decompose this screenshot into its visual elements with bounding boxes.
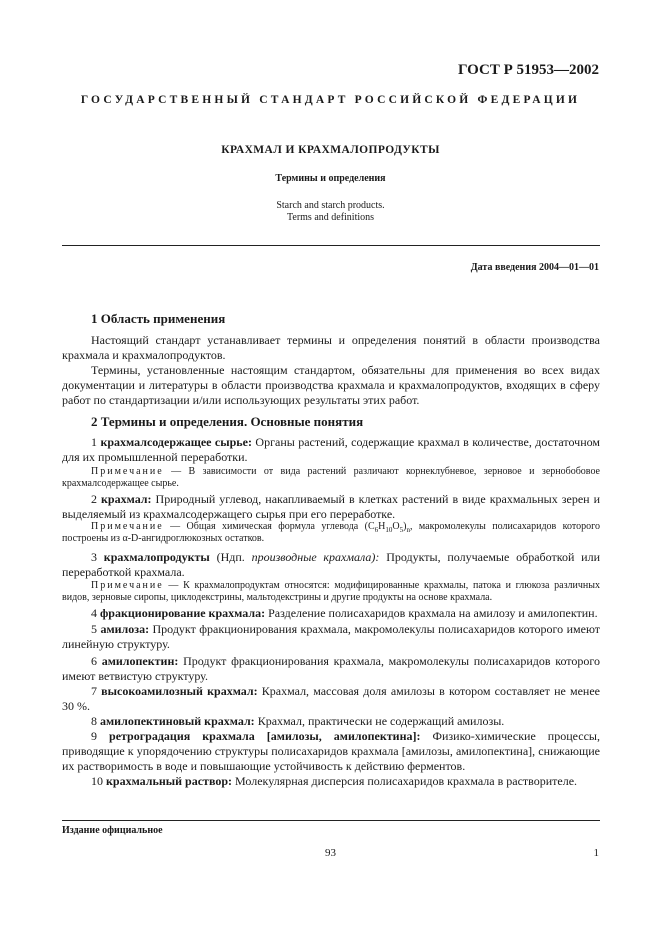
term-1 bbox=[62, 435, 600, 465]
term-5 bbox=[62, 622, 600, 652]
note-2 bbox=[62, 521, 600, 545]
term-name: крахмальный раствор: bbox=[106, 774, 233, 788]
term-number: 7 bbox=[91, 684, 97, 698]
state-standard-heading: ГОСУДАРСТВЕННЫЙ СТАНДАРТ РОССИЙСКОЙ ФЕДЕРАЦИИ bbox=[80, 94, 581, 106]
formula-bracket: ) bbox=[403, 521, 407, 532]
term-definition: Разделение полисахаридов крахмала на амилозу и амилопектин. bbox=[265, 606, 598, 620]
formula-subscript: 6 bbox=[374, 526, 379, 534]
section-1-paragraph-2: Термины, установленные настоящим стандартом, обязательны для применения во всех видах документации и литературы в области производства крахмала и крахмалопродуктов, входящих в сферу работ по стандартизации и/или использующих результаты этих работ. bbox=[62, 363, 600, 407]
header-divider bbox=[62, 245, 600, 246]
page-number: 93 bbox=[325, 847, 336, 859]
term-definition: Продукт фракционирования крахмала, макромолекулы полисахаридов которого имеют ветвистую структуру. bbox=[62, 654, 600, 683]
term-name: ретроградация крахмала [амилозы, амилопектина]: bbox=[109, 729, 421, 743]
introduction-date: Дата введения 2004—01—01 bbox=[470, 262, 599, 273]
note-text: — В зависимости от вида растений различают корнеклубневое, зерновое и зернобобовое крахмалсодержащее сырье. bbox=[62, 466, 600, 489]
term-3 bbox=[62, 550, 600, 580]
term-number: 4 bbox=[91, 606, 97, 620]
term-10 bbox=[62, 774, 600, 789]
term-definition: Продукты, получаемые обработкой или переработкой крахмала. bbox=[62, 550, 600, 579]
term-9 bbox=[62, 729, 600, 774]
term-4 bbox=[62, 606, 600, 621]
note-1 bbox=[62, 466, 600, 490]
note-text: , макромолекулы полисахаридов которого построены из α-D-ангидроглюкозных остатков. bbox=[62, 521, 600, 544]
section-1-heading: 1 Область применения bbox=[91, 311, 226, 326]
formula-subscript: 5 bbox=[399, 526, 404, 534]
footer-divider bbox=[62, 820, 600, 821]
section-1-paragraph-1: Настоящий стандарт устанавливает термины и определения понятий в области производства крахмала и крахмалопродуктов. bbox=[62, 333, 600, 362]
document-subtitle: Термины и определения bbox=[275, 173, 386, 184]
official-edition-label: Издание официальное bbox=[62, 825, 163, 836]
note-3 bbox=[62, 580, 600, 604]
term-definition: Физико-химические процессы, приводящие к упорядочению структуры полисахаридов крахмала [амилозы, амилопектина], снижающие их растворимость в воде и повышающие устойчивость к действию ферментов. bbox=[62, 729, 600, 773]
term-definition: Органы растений, содержащие крахмал в количестве, достаточном для их промышленной переработки. bbox=[62, 435, 601, 464]
term-number: 8 bbox=[91, 714, 97, 728]
term-number: 6 bbox=[91, 654, 97, 668]
term-7 bbox=[62, 684, 600, 714]
formula-element: Н bbox=[378, 521, 386, 532]
document-code: ГОСТ Р 51953—2002 bbox=[457, 62, 599, 78]
sheet-number: 1 bbox=[593, 847, 599, 859]
term-number: 2 bbox=[91, 492, 97, 506]
english-title-line2: Terms and definitions bbox=[286, 212, 375, 223]
term-ndp: (Ндп. bbox=[209, 550, 252, 564]
term-definition: Крахмал, массовая доля амилозы в котором составляет не менее 30 %. bbox=[62, 684, 600, 713]
term-name: высокоамилозный крахмал: bbox=[101, 684, 258, 698]
note-label: Примечание bbox=[91, 521, 164, 532]
term-definition: Продукт фракционирования крахмала, макромолекулы полисахаридов которого имеют линейную структуру. bbox=[62, 622, 601, 651]
formula-subscript: 10 bbox=[385, 526, 393, 534]
term-6 bbox=[62, 654, 600, 684]
term-number: 9 bbox=[91, 729, 97, 743]
term-name: амилоза: bbox=[100, 622, 150, 636]
term-8 bbox=[62, 714, 600, 729]
term-definition: Природный углевод, накапливаемый в клетках растений в виде крахмальных зерен и выделяемый из крахмалсодержащего сырья при его переработке. bbox=[62, 492, 601, 521]
term-name: фракционирование крахмала: bbox=[100, 606, 266, 620]
english-title-line1: Starch and starch products. bbox=[276, 200, 385, 211]
formula-element: О bbox=[392, 521, 400, 532]
term-name: амилопектин: bbox=[101, 654, 179, 668]
term-name: крахмалсодержащее сырье: bbox=[100, 435, 252, 449]
term-number: 5 bbox=[91, 622, 97, 636]
term-number: 1 bbox=[91, 435, 97, 449]
note-text: — К крахмалопродуктам относятся: модифицированные крахмалы, патока и глюкоза различных видов, зерновые сиропы, циклодекстрины, мальтодекстрины и другие продукты на основе крахмала. bbox=[62, 580, 600, 603]
term-name: амилопектиновый крахмал: bbox=[100, 714, 255, 728]
document-title: КРАХМАЛ И КРАХМАЛОПРОДУКТЫ bbox=[221, 144, 440, 156]
term-number: 10 bbox=[91, 774, 103, 788]
term-definition: Молекулярная дисперсия полисахаридов крахмала в растворителе. bbox=[232, 774, 578, 788]
term-number: 3 bbox=[91, 550, 97, 564]
note-label: Примечание bbox=[91, 580, 164, 591]
section-2-heading: 2 Термины и определения. Основные понятия bbox=[91, 414, 364, 429]
term-name: крахмал: bbox=[101, 492, 152, 506]
note-label: Примечание bbox=[91, 466, 164, 477]
term-2 bbox=[62, 492, 600, 522]
note-text: — Общая химическая формула углевода (С bbox=[163, 521, 375, 532]
term-ndp-name: производные крахмала): bbox=[251, 550, 380, 564]
formula-subscript: n bbox=[406, 526, 410, 534]
term-definition: Крахмал, практически не содержащий амилозы. bbox=[254, 714, 505, 728]
term-name: крахмалопродукты bbox=[103, 550, 210, 564]
